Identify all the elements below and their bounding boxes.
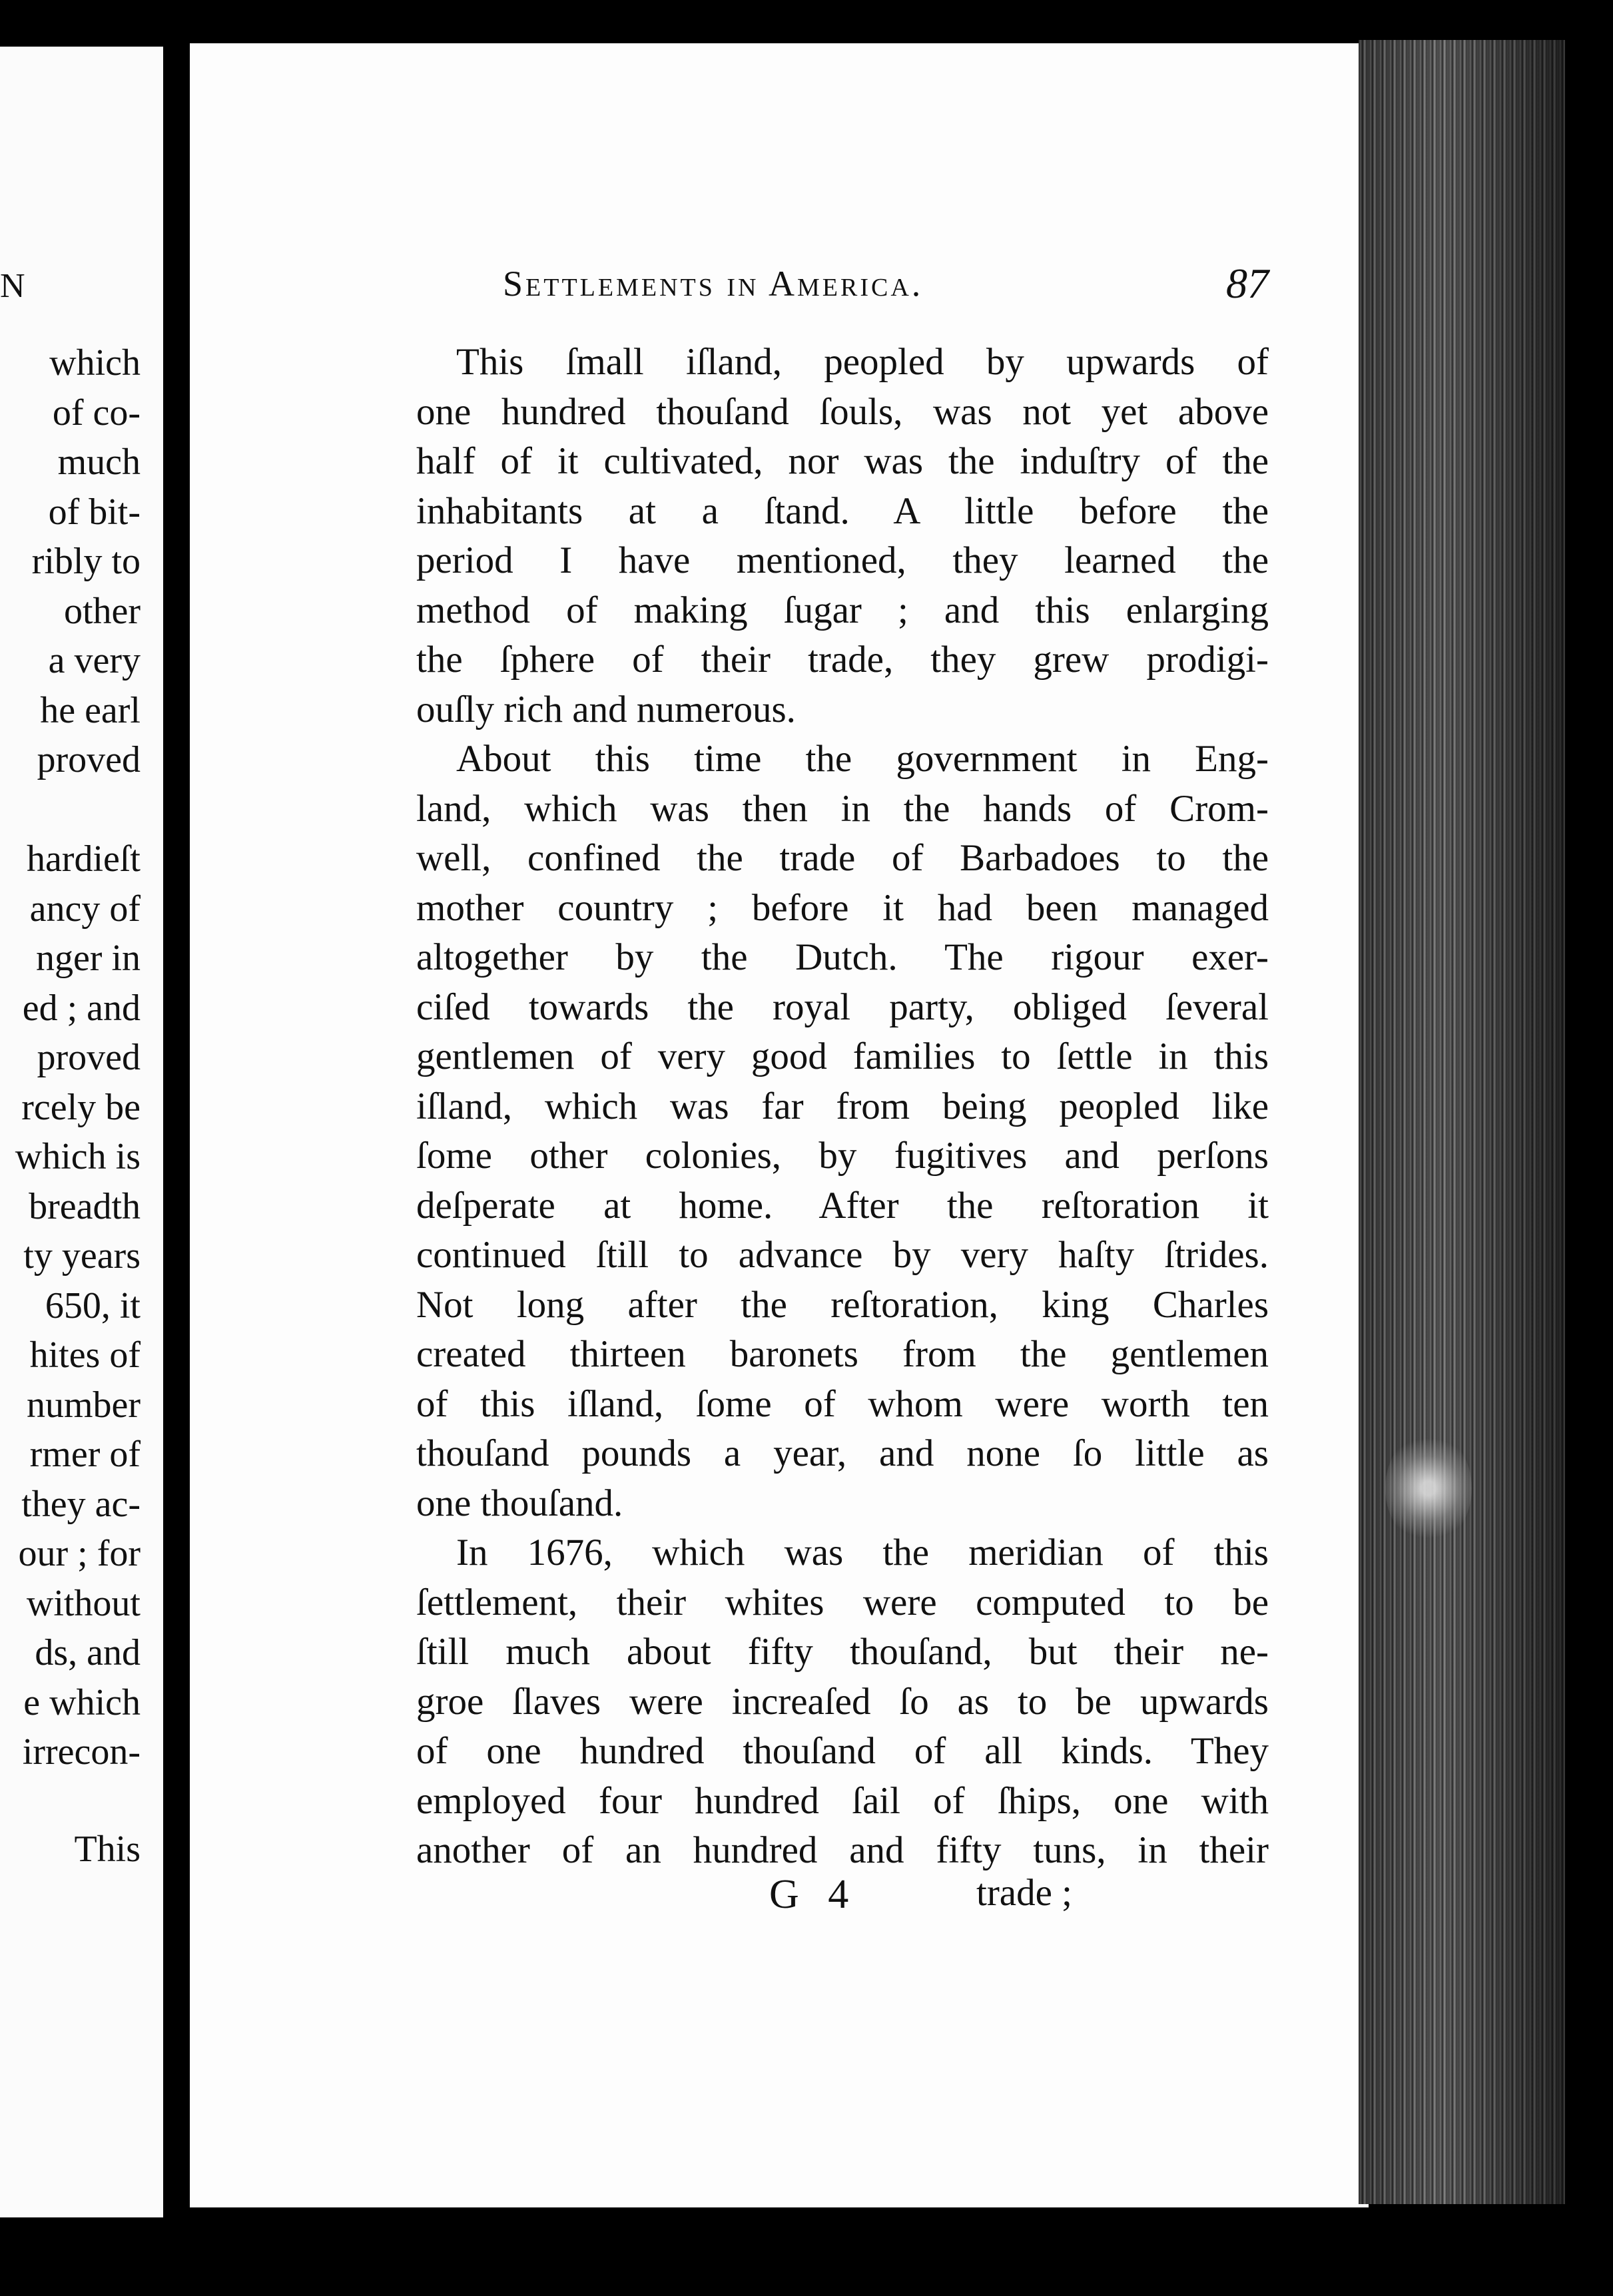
text-line: another of an hundred and fifty tuns, in their bbox=[416, 1829, 1269, 1871]
left-line-fragment bbox=[15, 785, 141, 835]
left-line-fragment: ed ; and bbox=[22, 987, 141, 1029]
running-head bbox=[503, 260, 1309, 316]
text-line: iſland, which was far from being peopled like bbox=[416, 1085, 1269, 1127]
catchword: trade ; bbox=[976, 1872, 1072, 1914]
left-line-fragment: proved bbox=[37, 739, 141, 780]
text-line: the ſphere of their trade, they grew prodigi- bbox=[416, 639, 1269, 681]
text-line: mother country ; before it had been managed bbox=[416, 886, 1269, 929]
text-line: ſome other colonies, by fugitives and perſons bbox=[416, 1135, 1269, 1177]
text-line: one thouſand. bbox=[416, 1482, 623, 1524]
text-line: This ſmall iſland, peopled by upwards of bbox=[456, 341, 1269, 383]
text-line: one hundred thouſand ſouls, was not yet above bbox=[416, 390, 1269, 433]
text-line: ouſly rich and numerous. bbox=[416, 688, 796, 730]
text-line: inhabitants at a ſtand. A little before the bbox=[416, 489, 1269, 532]
text-line: deſperate at home. After the reſtoration it bbox=[416, 1184, 1269, 1227]
left-line-fragment: of bit- bbox=[48, 491, 141, 533]
right-page bbox=[190, 43, 1369, 2207]
page-number: 87 bbox=[1226, 260, 1269, 307]
left-line-fragment: much bbox=[57, 441, 141, 483]
left-line-fragment: ancy of bbox=[29, 888, 141, 930]
left-catchword: This bbox=[74, 1829, 141, 1870]
left-line-fragment: they ac- bbox=[21, 1483, 141, 1525]
text-line: thouſand pounds a year, and none ſo little as bbox=[416, 1432, 1269, 1474]
text-line: altogether by the Dutch. The rigour exer- bbox=[416, 936, 1269, 978]
text-line: employed four hundred ſail of ſhips, one with bbox=[416, 1779, 1269, 1822]
left-line-fragment: other bbox=[63, 590, 141, 632]
page-edges bbox=[1359, 40, 1565, 2204]
left-line-fragment: which is bbox=[15, 1136, 141, 1177]
left-line-fragment: proved bbox=[37, 1037, 141, 1078]
text-line: of this iſland, ſome of whom were worth ten bbox=[416, 1382, 1269, 1425]
left-page-line-fragments bbox=[15, 338, 141, 1777]
left-line-fragment: without bbox=[26, 1582, 141, 1624]
text-line: of one hundred thouſand of all kinds. They bbox=[416, 1730, 1269, 1772]
left-line-fragment: ty years bbox=[23, 1235, 141, 1277]
left-line-fragment: our ; for bbox=[18, 1533, 141, 1574]
left-line-fragment: rcely be bbox=[21, 1086, 141, 1128]
text-line: created thirteen baronets from the gentlemen bbox=[416, 1333, 1269, 1375]
text-line: ſtill much about fifty thouſand, but their ne- bbox=[416, 1631, 1269, 1673]
text-line: period I have mentioned, they learned the bbox=[416, 539, 1269, 581]
left-line-fragment: he earl bbox=[40, 689, 141, 731]
text-line: In 1676, which was the meridian of this bbox=[456, 1532, 1269, 1574]
left-line-fragment: hites of bbox=[29, 1334, 141, 1376]
left-line-fragment: nger in bbox=[35, 938, 141, 979]
left-line-fragment: ribly to bbox=[31, 541, 141, 582]
left-line-fragment: ds, and bbox=[35, 1632, 141, 1673]
text-line: gentlemen of very good families to ſettle in this bbox=[416, 1035, 1269, 1077]
signature-mark: G 4 bbox=[769, 1872, 858, 1917]
text-line: groe ſlaves were increaſed ſo as to be upwards bbox=[416, 1680, 1269, 1723]
running-title: Settlements in America. bbox=[503, 264, 924, 304]
text-line: continued ſtill to advance by very haſty ſtrides. bbox=[416, 1234, 1269, 1276]
text-line: ſettlement, their whites were computed to be bbox=[416, 1581, 1269, 1623]
text-line: well, confined the trade of Barbadoes to the bbox=[416, 837, 1269, 879]
left-line-fragment: breadth bbox=[29, 1185, 141, 1227]
left-line-fragment: which bbox=[49, 342, 141, 384]
left-line-fragment: e which bbox=[23, 1681, 141, 1723]
text-line: Not long after the reſtoration, king Charles bbox=[416, 1283, 1269, 1326]
book-gutter bbox=[163, 40, 190, 2237]
left-line-fragment: rmer of bbox=[29, 1434, 141, 1475]
text-line: method of making ſugar ; and this enlarging bbox=[416, 589, 1269, 631]
body-text bbox=[416, 338, 1269, 1876]
left-page-fragment bbox=[0, 47, 163, 2217]
left-line-fragment: hardieſt bbox=[26, 838, 141, 880]
text-line: land, which was then in the hands of Crom- bbox=[416, 787, 1269, 830]
paper-smudge bbox=[1385, 1432, 1472, 1545]
left-line-fragment: irrecon- bbox=[22, 1731, 141, 1773]
text-line: ciſed towards the royal party, obliged ſeveral bbox=[416, 986, 1269, 1028]
left-line-fragment: number bbox=[26, 1384, 141, 1426]
left-running-head-fragment: N bbox=[0, 267, 25, 305]
left-line-fragment: of co- bbox=[52, 392, 141, 433]
left-line-fragment: 650, it bbox=[45, 1285, 141, 1326]
page-edges-shade bbox=[1359, 40, 1565, 2204]
left-line-fragment: a very bbox=[48, 640, 141, 681]
text-line: half of it cultivated, nor was the induſtry of the bbox=[416, 440, 1269, 482]
text-line: About this time the government in Eng- bbox=[456, 738, 1269, 780]
